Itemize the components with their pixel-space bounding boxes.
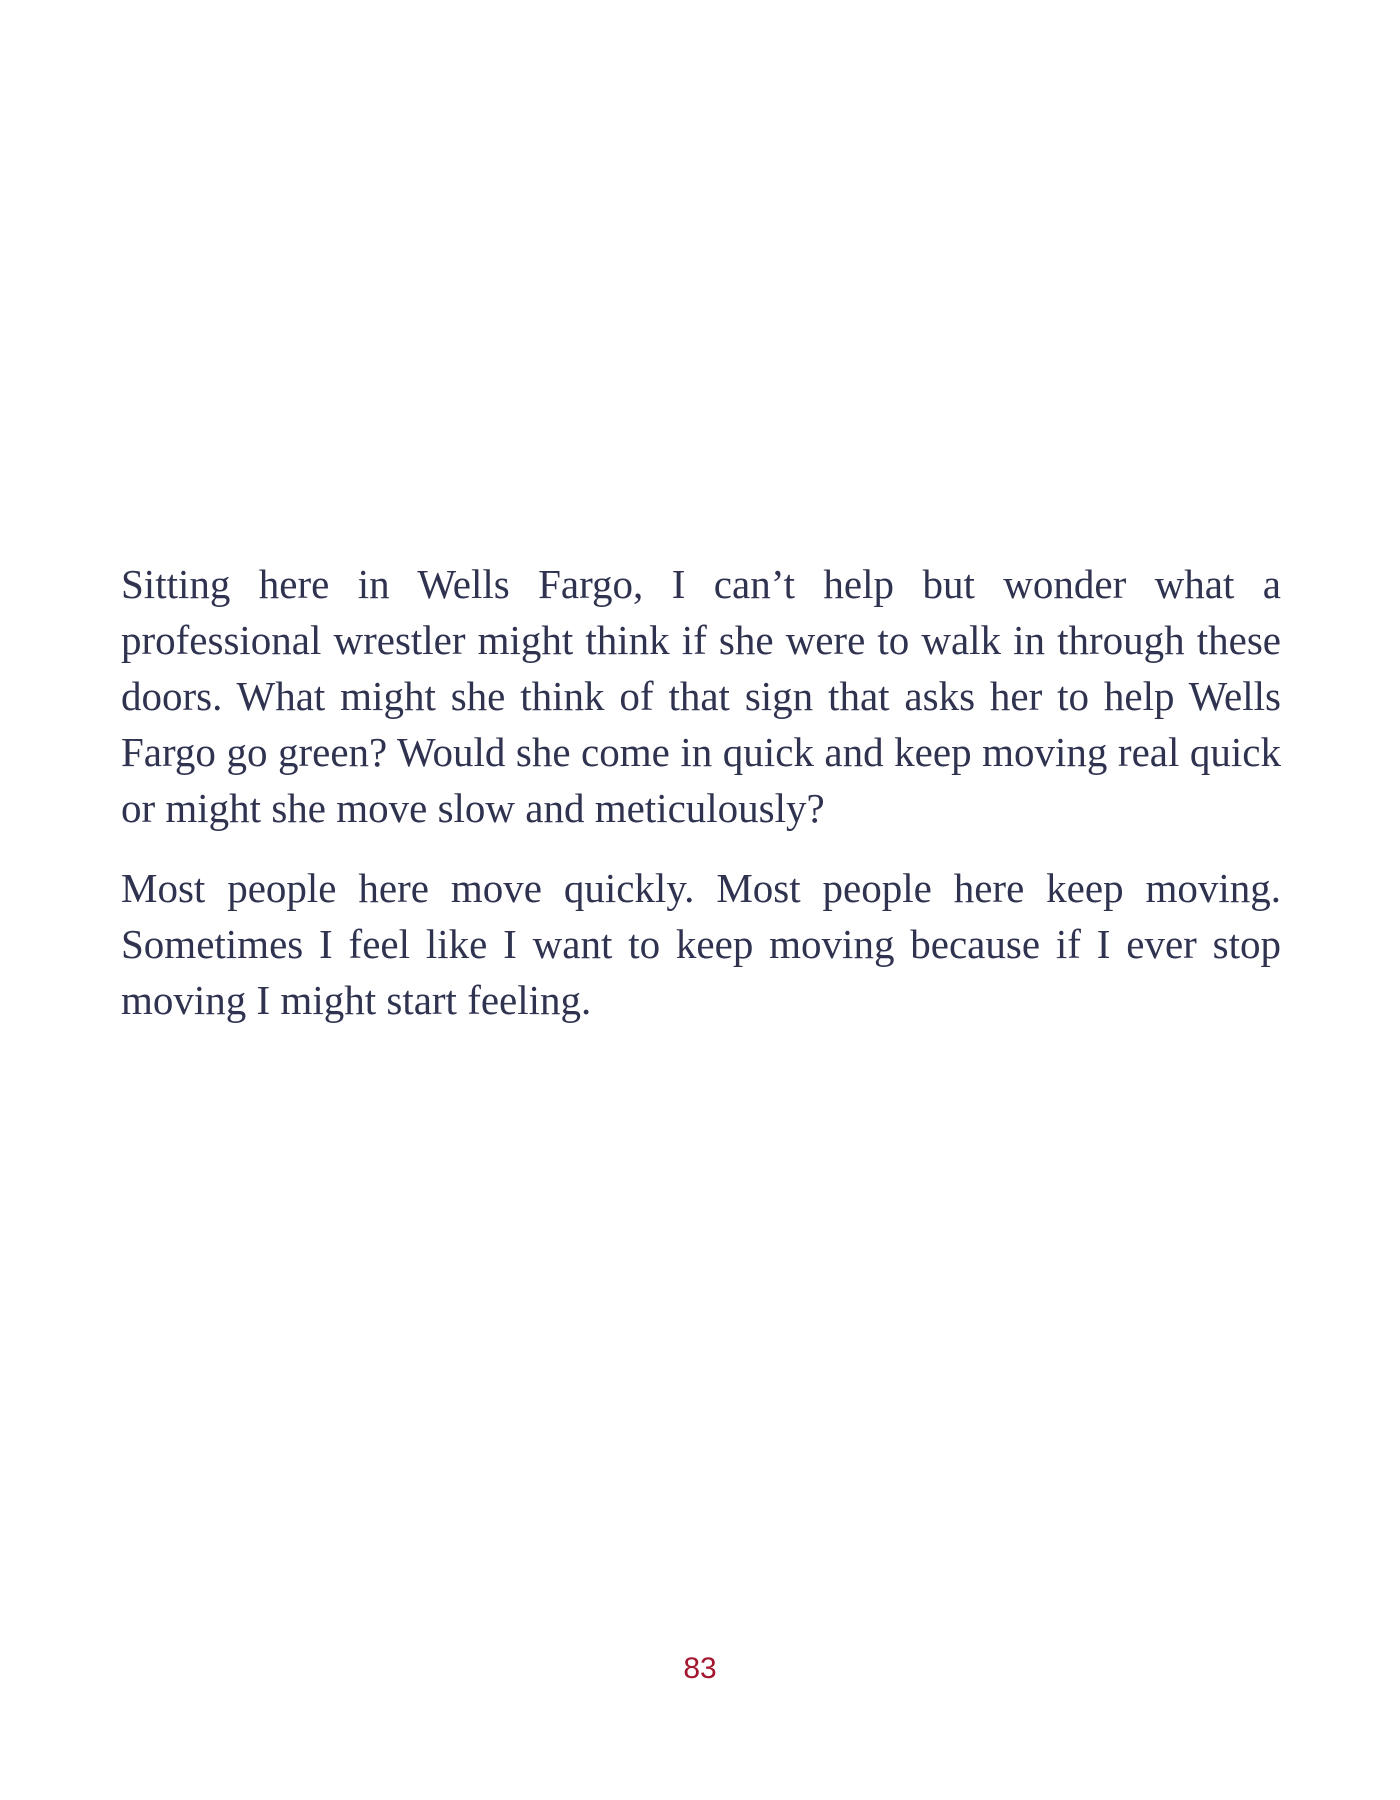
paragraph-1: Sitting here in Wells Fargo, I can’t help but wonder what a professional wrestler might think if she were to walk in through these doors. What might she think of that sign that asks her to help Wells Fargo go green? Would she come in quick and keep moving real quick or might she move slow and meticulously? (121, 561, 1281, 831)
paragraph-2: Most people here move quickly. Most people here keep moving. Sometimes I feel like I want to keep moving because if I ever stop moving I might start feeling. (121, 865, 1281, 1023)
page-number: 83 (683, 1652, 717, 1685)
body-text (121, 556, 1281, 1052)
